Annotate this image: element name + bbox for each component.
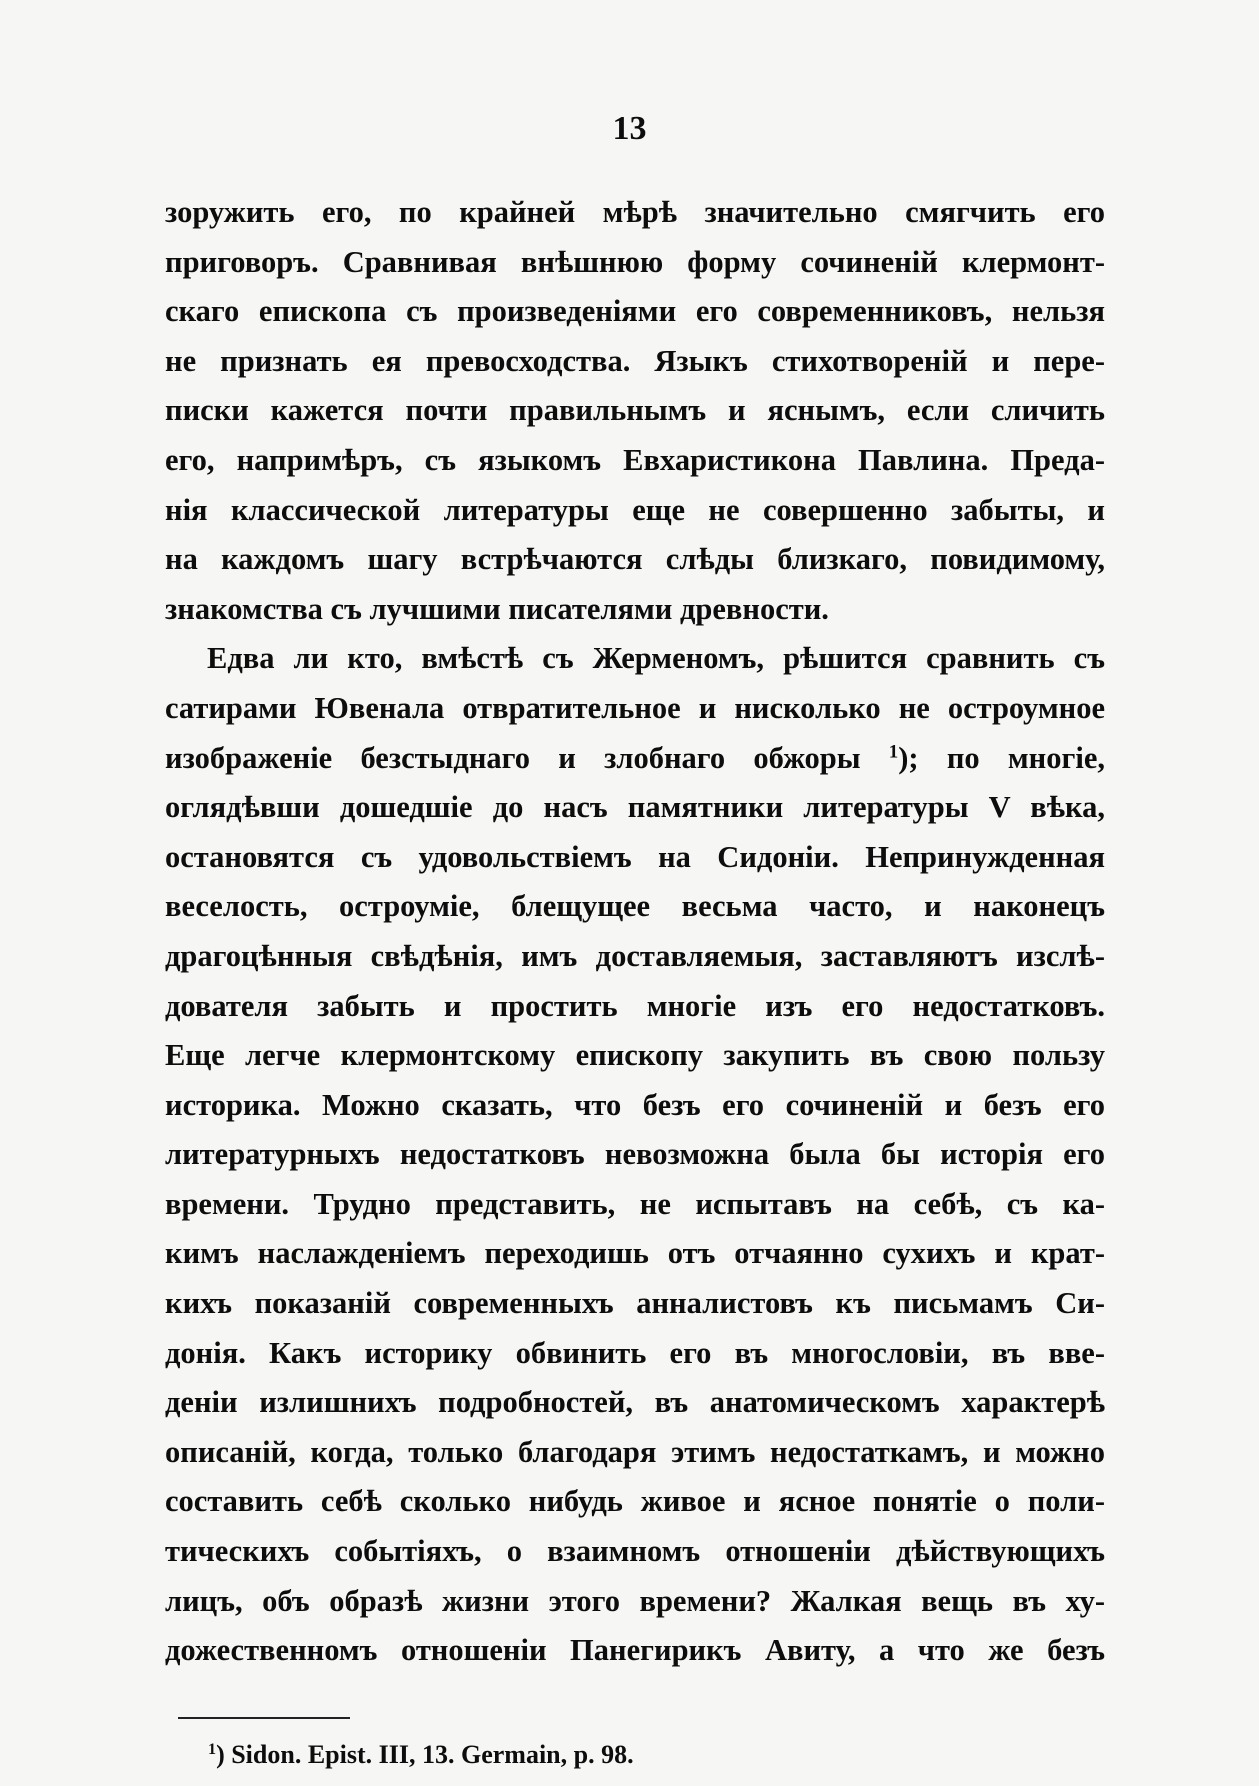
text-segment: ); по многіе, — [898, 740, 1105, 775]
text-line: остановятся съ удовольствіемъ на Сидоніи. Непринужденная — [165, 839, 1105, 874]
text-line: кимъ наслажденіемъ переходишь отъ отчаянно сухихъ и крат- — [165, 1236, 1105, 1271]
text-line: лицъ, объ образѣ жизни этого времени? Жалкая вещь въ ху- — [165, 1583, 1105, 1618]
text-line: дожественномъ отношеніи Панегирикъ Авиту, а что же безъ — [165, 1633, 1105, 1668]
text-line-with-footnote-ref — [165, 734, 1105, 784]
text-line: Еще легче клермонтскому епископу закупить въ свою пользу — [165, 1038, 1105, 1073]
text-line: писки кажется почти правильнымъ и яснымъ, если сличить — [165, 393, 1105, 428]
text-line: историка. Можно сказать, что безъ его сочиненій и безъ его — [165, 1087, 1105, 1122]
text-line: донія. Какъ историку обвинить его въ многословіи, въ вве- — [165, 1335, 1105, 1370]
footnote-marker: 1 — [208, 1741, 217, 1759]
text-line: скаго епископа съ произведеніями его современниковъ, нельзя — [165, 294, 1105, 329]
footnote-text: ) Sidon. Epist. III, 13. Germain, p. 98. — [216, 1740, 634, 1769]
text-line: веселость, остроуміе, блещущее весьма часто, и наконецъ — [165, 889, 1105, 924]
footnote-reference: 1 — [888, 741, 899, 763]
text-line: сатирами Ювенала отвратительное и нисколько не остроумное — [165, 690, 1105, 725]
text-line: кихъ показаній современныхъ анналистовъ къ письмамъ Си- — [165, 1286, 1105, 1321]
text-line: его, напримѣръ, съ языкомъ Евхаристикона Павлина. Преда- — [165, 442, 1105, 477]
text-segment: изображеніе безстыднаго и злобнаго обжоры — [165, 740, 861, 775]
text-line: описаній, когда, только благодаря этимъ недостаткамъ, и можно — [165, 1434, 1105, 1469]
footnote — [208, 1738, 634, 1772]
text-line: дователя забыть и простить многіе изъ его недостатковъ. — [165, 988, 1105, 1023]
text-line: не признать ея превосходства. Языкъ стихотвореній и пере- — [165, 343, 1105, 378]
text-line: времени. Трудно представить, не испытавъ на себѣ, съ ка- — [165, 1186, 1105, 1221]
text-line: зоружить его, по крайней мѣрѣ значительно смягчить его — [165, 195, 1105, 229]
body-text — [165, 188, 1105, 1676]
text-line: составить себѣ сколько нибудь живое и ясное понятіе о поли- — [165, 1484, 1105, 1519]
text-line: Едва ли кто, вмѣстѣ съ Жерменомъ, рѣшится сравнить съ — [207, 641, 1105, 676]
page-number: 13 — [612, 110, 647, 147]
text-line: знакомства съ лучшими писателями древности. — [165, 591, 829, 626]
text-line: на каждомъ шагу встрѣчаются слѣды близкаго, повидимому, — [165, 542, 1105, 577]
text-line: тическихъ событіяхъ, о взаимномъ отношеніи дѣйствующихъ — [165, 1534, 1105, 1569]
text-line: приговоръ. Сравнивая внѣшнюю форму сочиненій клермонт- — [165, 244, 1105, 279]
text-line: литературныхъ недостатковъ невозможна была бы исторія его — [165, 1137, 1105, 1172]
text-line: нія классической литературы еще не совершенно забыты, и — [165, 492, 1105, 527]
text-line: оглядѣвши дошедшіе до насъ памятники литературы V вѣка, — [165, 790, 1105, 825]
text-line: драгоцѣнныя свѣдѣнія, имъ доставляемыя, заставляютъ изслѣ- — [165, 938, 1105, 973]
footnote-divider — [178, 1717, 350, 1719]
text-line: деніи излишнихъ подробностей, въ анатомическомъ характерѣ — [165, 1385, 1105, 1420]
